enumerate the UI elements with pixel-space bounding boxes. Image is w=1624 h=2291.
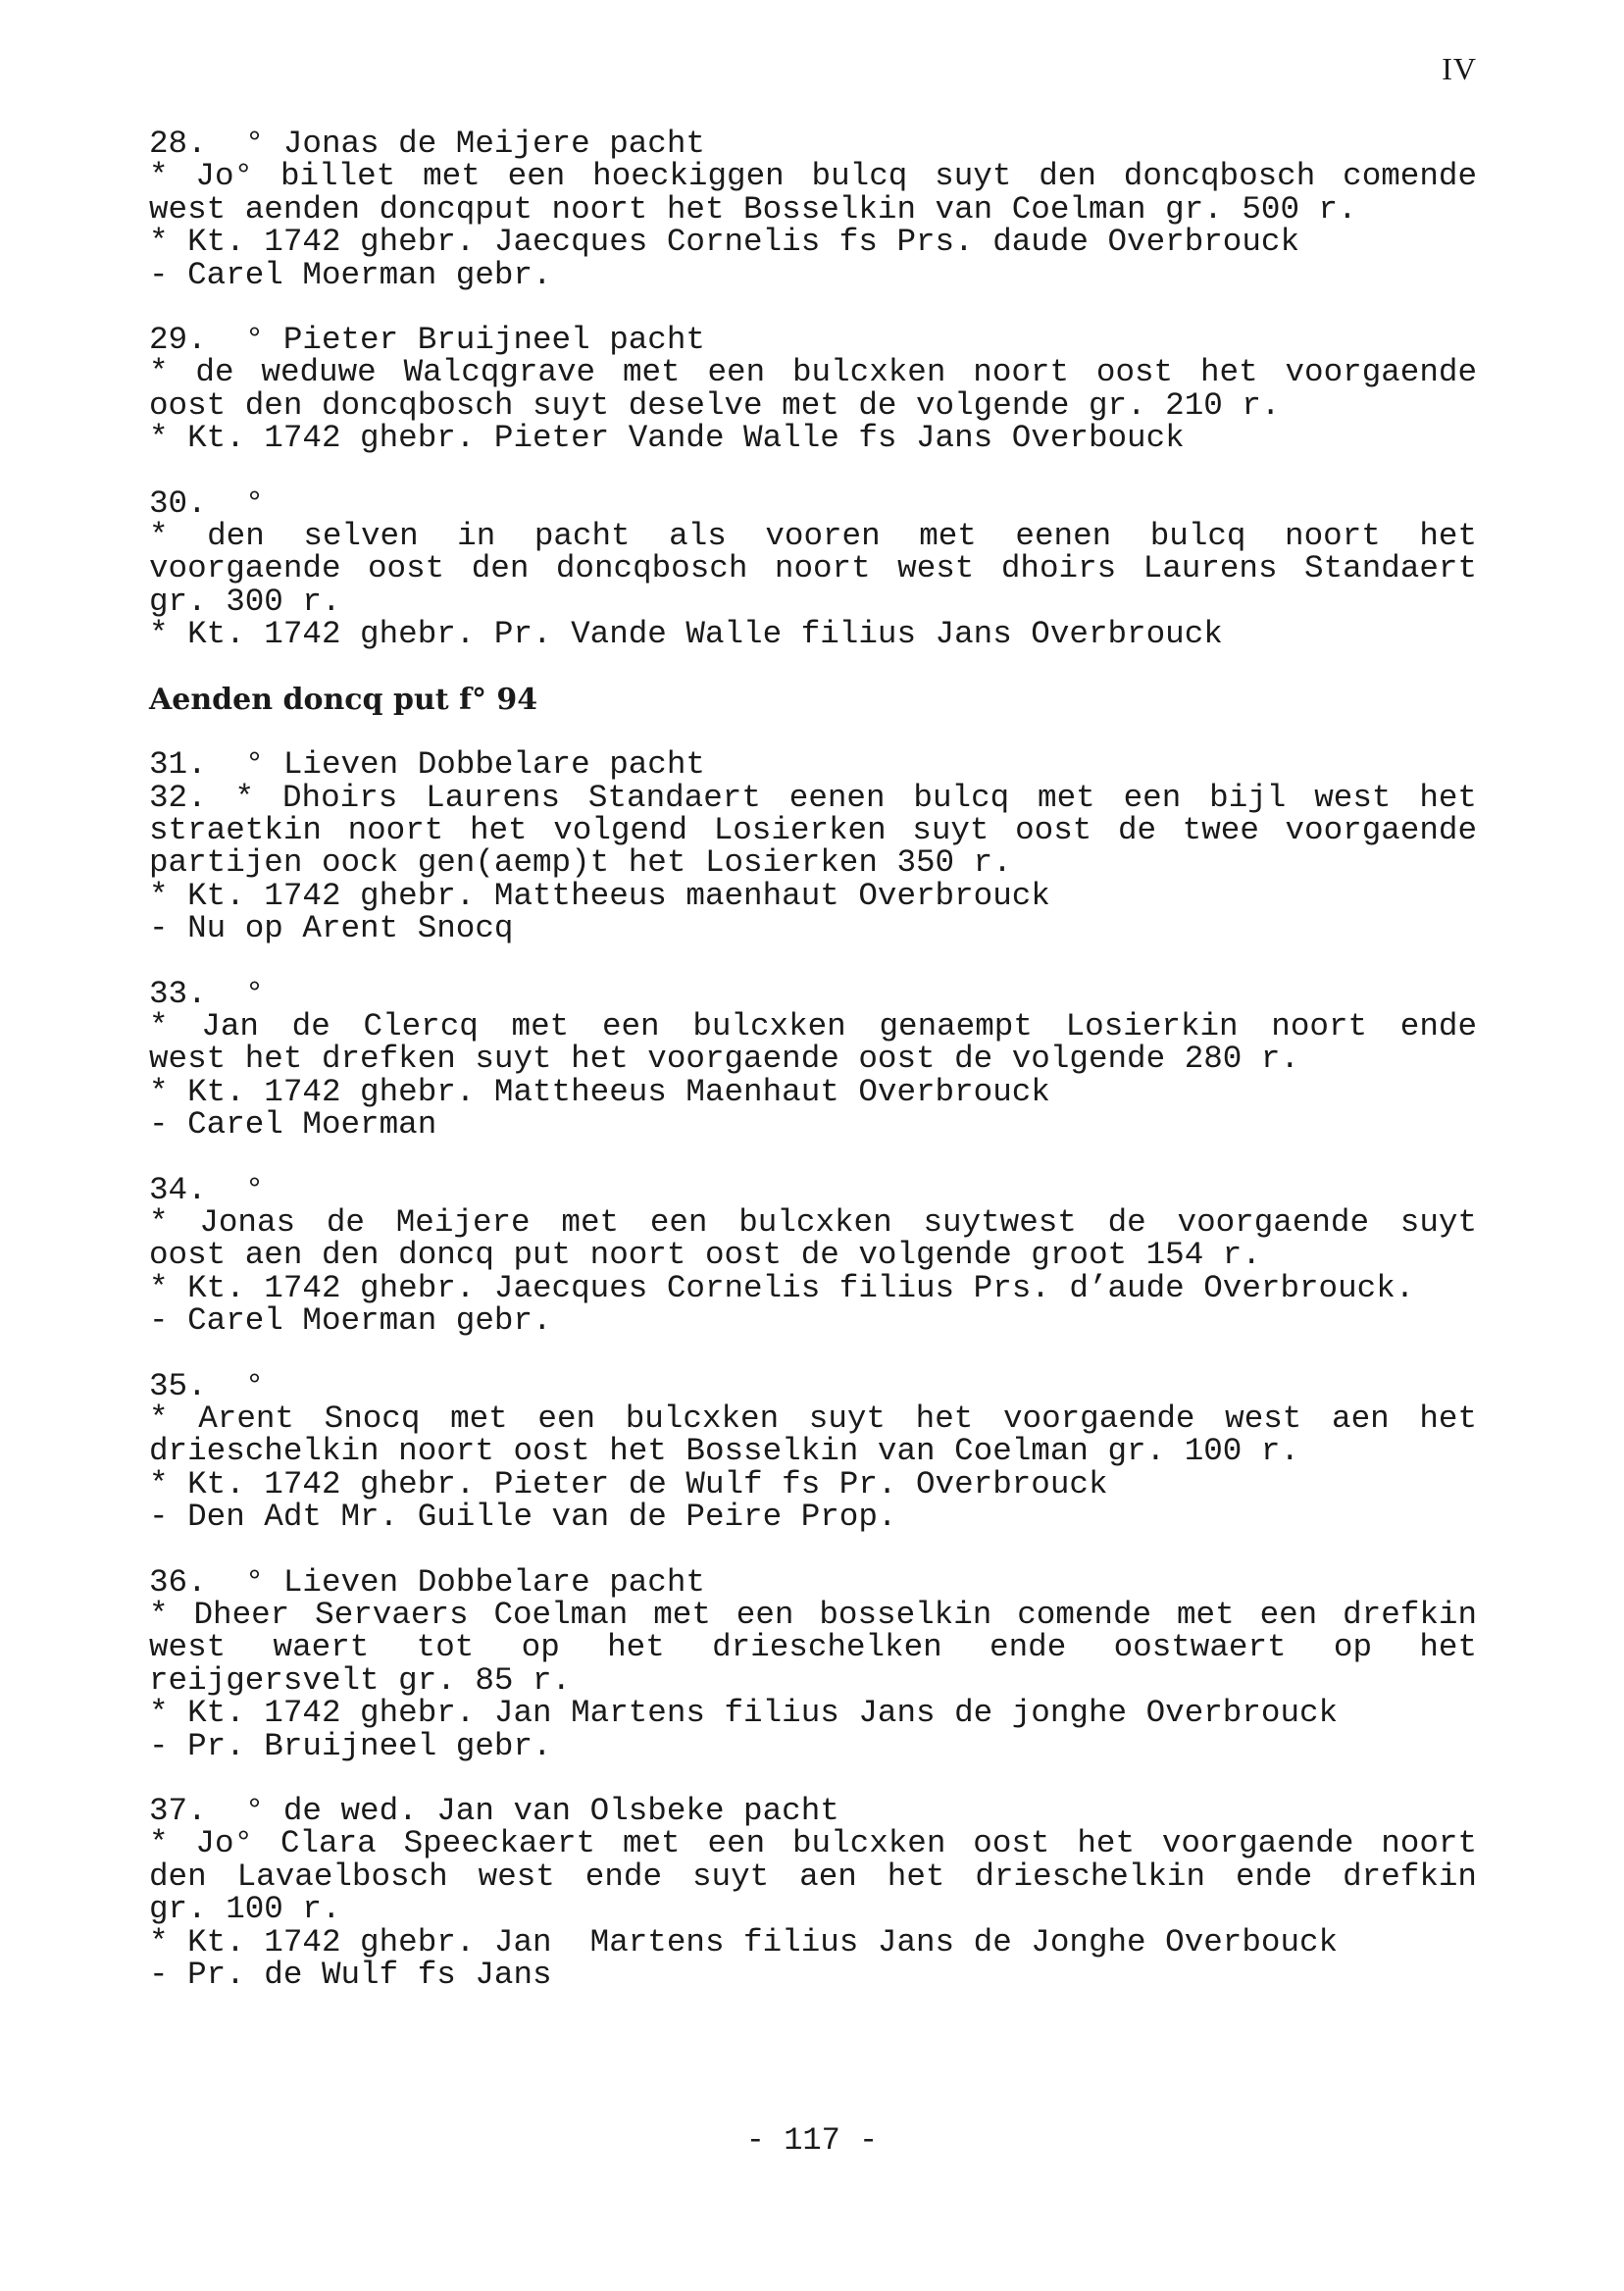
entry-line: - Carel Moerman gebr.	[149, 258, 552, 292]
entry-line: - Pr. de Wulf fs Jans	[149, 1959, 552, 1992]
entry-line: 37. ° de wed. Jan van Olsbeke pacht	[149, 1795, 839, 1828]
entry-line: gr. 100 r.	[149, 1893, 341, 1926]
entry-line: 36. ° Lieven Dobbelare pacht	[149, 1565, 705, 1600]
entry-line: drieschelkin noort oost het Bosselkin van Coelman gr. 100 r.	[149, 1435, 1300, 1468]
entry-31-32	[149, 748, 1477, 944]
entry-line: 28. ° Jonas de Meijere pacht	[149, 127, 705, 161]
entry-line: * Kt. 1742 ghebr. Pieter de Wulf fs Pr. Overbrouck	[149, 1467, 1108, 1502]
entry-line: reijgersvelt gr. 85 r.	[149, 1663, 572, 1698]
entry-line: * Jonas de Meijere met een bulcxken suytwest de voorgaende suyt	[149, 1205, 1477, 1240]
section-heading: Aenden doncq put f° 94	[149, 682, 538, 717]
entry-line: * Arent Snocq met een bulcxken suyt het voorgaende west aen het	[149, 1402, 1477, 1436]
entry-line: oost den doncqbosch suyt deselve met de volgende gr. 210 r.	[149, 388, 1281, 423]
entry-29	[149, 324, 1477, 455]
entry-line: oost aen den doncq put noort oost de volgende groot 154 r.	[149, 1239, 1261, 1272]
entry-line: * Kt. 1742 ghebr. Pieter Vande Walle fs Jans Overbouck	[149, 422, 1185, 455]
document-body	[149, 127, 1477, 2024]
entry-line: - Carel Moerman	[149, 1108, 437, 1142]
entry-line: * Kt. 1742 ghebr. Jan Martens filius Jans de jonghe Overbrouck	[149, 1697, 1339, 1730]
entry-34	[149, 1174, 1477, 1338]
entry-line: * Kt. 1742 ghebr. Jan Martens filius Jans de Jonghe Overbouck	[149, 1925, 1339, 1960]
entry-line: * Jan de Clercq met een bulcxken genaempt Losierkin noort ende	[149, 1009, 1477, 1044]
entry-line: straetkin noort het volgend Losierken suyt oost de twee voorgaende	[149, 813, 1477, 847]
entry-line: * Kt. 1742 ghebr. Mattheeus Maenhaut Overbrouck	[149, 1075, 1050, 1109]
entry-line: voorgaende oost den doncqbosch noort west dhoirs Laurens Standaert	[149, 552, 1477, 585]
entry-line: west aenden doncqput noort het Bosselkin van Coelman gr. 500 r.	[149, 192, 1357, 227]
entry-line: 32. * Dhoirs Laurens Standaert eenen bulcq met een bijl west het	[149, 781, 1477, 814]
entry-line: west waert tot op het drieschelken ende oostwaert op het	[149, 1631, 1477, 1664]
entry-line: gr. 300 r.	[149, 585, 341, 619]
entry-37	[149, 1795, 1477, 1991]
entry-line: 29. ° Pieter Bruijneel pacht	[149, 324, 705, 357]
entry-33	[149, 978, 1477, 1142]
page-footer-number: - 117 -	[745, 2122, 879, 2159]
page-roman-numeral: IV	[1442, 51, 1477, 86]
entry-line: 34. °	[149, 1173, 265, 1206]
entry-line: 30. °	[149, 486, 265, 521]
entry-line: 33. °	[149, 977, 265, 1010]
entry-line: * Dheer Servaers Coelman met een bosselkin comende met een drefkin	[149, 1599, 1477, 1632]
entry-line: partijen oock gen(aemp)t het Losierken 350 r.	[149, 846, 1012, 880]
entry-line: * de weduwe Walcqgrave met een bulcxken noort oost het voorgaende	[149, 356, 1477, 389]
entry-line: west het drefken suyt het voorgaende oost de volgende 280 r.	[149, 1043, 1300, 1076]
entry-line: 35. °	[149, 1369, 265, 1402]
entry-line: - Carel Moerman gebr.	[149, 1304, 552, 1338]
entry-line: * Kt. 1742 ghebr. Jaecques Cornelis fs Prs. daude Overbrouck	[149, 226, 1300, 259]
entry-line: 31. ° Lieven Dobbelare pacht	[149, 748, 705, 782]
entry-30	[149, 487, 1477, 651]
entry-line: * Kt. 1742 ghebr. Pr. Vande Walle filius Jans Overbrouck	[149, 618, 1223, 651]
entry-35	[149, 1370, 1477, 1534]
entry-line: - Pr. Bruijneel gebr.	[149, 1729, 552, 1763]
entry-36	[149, 1566, 1477, 1762]
entry-line: den Lavaelbosch west ende suyt aen het drieschelkin ende drefkin	[149, 1859, 1477, 1894]
entry-line: * Kt. 1742 ghebr. Jaecques Cornelis filius Prs. d’aude Overbrouck.	[149, 1271, 1415, 1305]
entry-28	[149, 127, 1477, 291]
entry-line: * den selven in pacht als vooren met eenen bulcq noort het	[149, 520, 1477, 553]
entry-line: * Jo° billet met een hoeckiggen bulcq suyt den doncqbosch comende	[149, 160, 1477, 193]
entry-line: - Nu op Arent Snocq	[149, 912, 514, 945]
entry-line: * Kt. 1742 ghebr. Mattheeus maenhaut Overbrouck	[149, 879, 1050, 913]
entry-line: - Den Adt Mr. Guille van de Peire Prop.	[149, 1501, 897, 1534]
entry-line: * Jo° Clara Speeckaert met een bulcxken oost het voorgaende noort	[149, 1827, 1477, 1860]
